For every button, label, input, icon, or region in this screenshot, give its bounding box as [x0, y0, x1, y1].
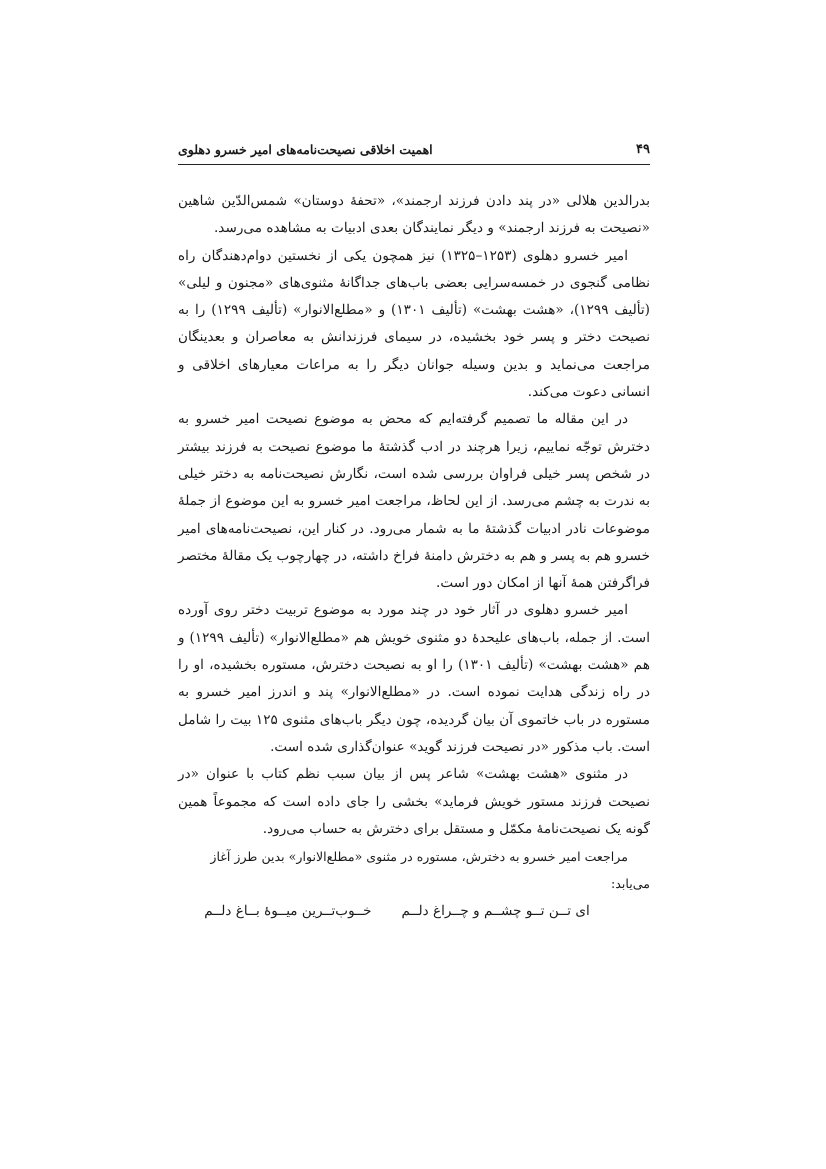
paragraph-5: در مثنوی «هشت بهشت» شاعر پس از بیان سبب نظم کتاب با عنوان «در نصیحت فرزند مستور خویش فرماید» بخشی را جای داده است که مجموعاً همین گونه یک نصیحت‌نامهٔ مکمّل و مستقل برای دخترش به حساب می‌رود.: [178, 766, 650, 837]
verse-intro-line: مراجعت امیر خسرو به دخترش، مستوره در مثنوی «مطلع‌الانوار» بدین طرز آغاز می‌یابد:: [210, 849, 650, 892]
paragraph-2: امیر خسرو دهلوی (۱۲۵۳–۱۳۲۵) نیز همچون یکی از نخستین دوام‌دهندگان راه نظامی گنجوی در خمسه‌سرایی بعضی باب‌های جداگانهٔ مثنوی‌های «مجنون و لیلی» (تألیف ۱۲۹۹)، «هشت بهشت» (تألیف ۱۳۰۱) و «مطلع‌الانوار» (تألیف ۱۲۹۹) را به نصیحت دختر و پسر خود بخشیده، در سیمای فرزندانش به معاصران و بعدینگان مراجعت می‌نماید و بدین وسیله جوانان دیگر را به مراعات معیارهای اخلاقی و انسانی دعوت می‌کند.: [178, 247, 650, 401]
running-title: اهمیت اخلاقی نصیحت‌نامه‌های امیر خسرو دهلوی: [178, 142, 433, 157]
verse-first-hemistich: ای تــن تــو چشــم و چــراغ دلــم: [401, 903, 590, 920]
page-header: [178, 138, 650, 165]
page-number: ۴۹: [636, 142, 650, 157]
paragraph-3: در این مقاله ما تصمیم گرفته‌ایم که محض به موضوع نصیحت امیر خسرو به دخترش توجّه نماییم، زیرا هرچند در ادب گذشتهٔ ما موضوع نصیحت به فرزند بیشتر در شخص پسر خیلی فراوان بررسی شده است، نگارش نصیحت‌نامه به دختر خیلی به ندرت به چشم می‌رسد. از این لحاظ، مراجعت امیر خسرو به این موضوع از جملهٔ موضوعات نادر ادبیات گذشتهٔ ما به شمار می‌رود. در کنار این، نصیحت‌نامه‌های امیر خسرو هم به پسر و هم به دخترش دامنهٔ فراخ داشته، در چهارچوب یک مقالهٔ مختصر فراگرفتن همهٔ آنها از امکان دور است.: [178, 411, 650, 592]
paragraph-1: بدرالدین هلالی «در پند دادن فرزند ارجمند»، «تحفهٔ دوستان» شمس‌الدّین شاهین «نصیحت به فرزند ارجمند» و دیگر نمایندگان بعدی ادبیات به مشاهده می‌رسد.: [178, 193, 650, 237]
verse-couplet: [178, 897, 650, 925]
body-text: [178, 188, 650, 925]
verse-second-hemistich: خــوب‌تــرین میــوهٔ بــاغ دلــم: [204, 903, 372, 920]
paragraph-4: امیر خسرو دهلوی در آثار خود در چند مورد به موضوع تربیت دختر روی آورده است. از جمله، باب‌های علیحدهٔ دو مثنوی خویش هم «مطلع‌الانوار» (تألیف ۱۲۹۹) و هم «هشت بهشت» (تألیف ۱۳۰۱) را او به نصیحت دخترش، مستوره بخشیده، او را در راه زندگی هدایت نموده است. در «مطلع‌الانوار» پند و اندرز امیر خسرو به مستوره در باب خاتموی آن بیان گردیده، چون دیگر باب‌های مثنوی ۱۲۵ بیت را شامل است. باب مذکور «در نصیحت فرزند گوید» عنوان‌گذاری شده است.: [178, 602, 650, 755]
